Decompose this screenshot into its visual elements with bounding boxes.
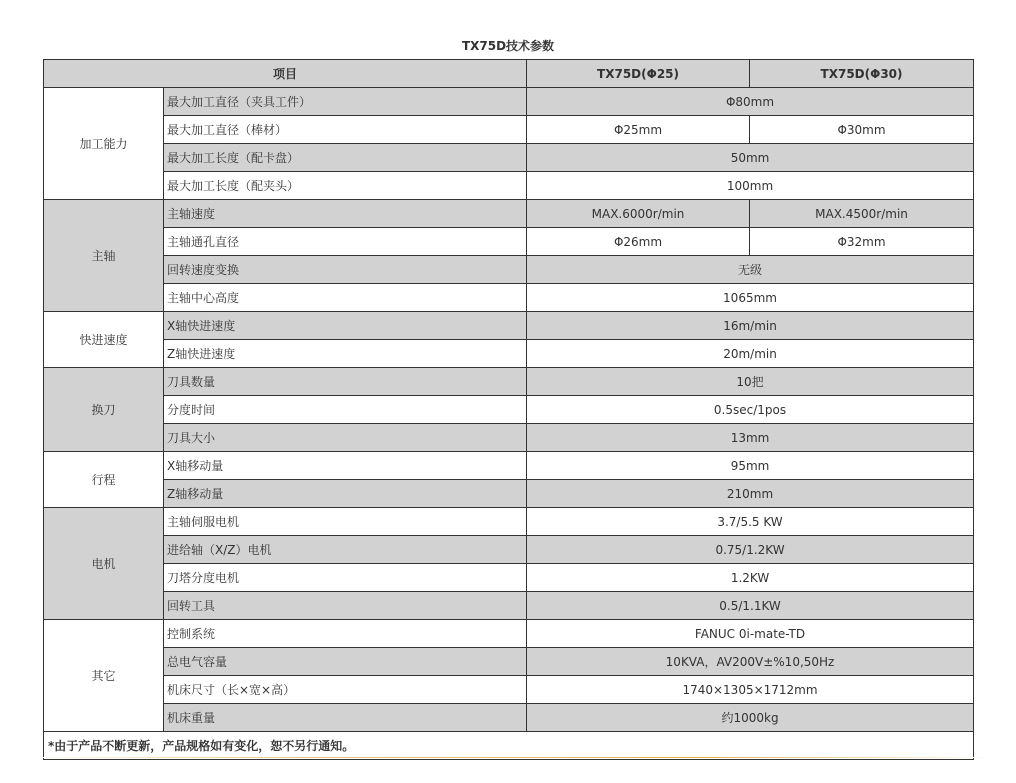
- item-cell: 机床尺寸（长×宽×高）: [164, 676, 527, 704]
- item-cell: Z轴移动量: [164, 480, 527, 508]
- table-row: [44, 648, 974, 676]
- value-cell-shared: 3.7/5.5 KW: [527, 508, 974, 536]
- item-cell: X轴移动量: [164, 452, 527, 480]
- item-cell: 机床重量: [164, 704, 527, 732]
- value-cell-shared: 1.2KW: [527, 564, 974, 592]
- header-model-a: TX75D(Φ25): [527, 60, 750, 88]
- value-cell-model-b: MAX.4500r/min: [750, 200, 974, 228]
- item-cell: 回转工具: [164, 592, 527, 620]
- table-header-row: [44, 60, 974, 88]
- category-cell: 主轴: [44, 200, 164, 312]
- value-cell-model-b: Φ32mm: [750, 228, 974, 256]
- value-cell-shared: 20m/min: [527, 340, 974, 368]
- table-row: [44, 508, 974, 536]
- value-cell-shared: 0.75/1.2KW: [527, 536, 974, 564]
- table-row: [44, 620, 974, 648]
- table-row: [44, 536, 974, 564]
- category-cell: 其它: [44, 620, 164, 732]
- value-cell-shared: 0.5sec/1pos: [527, 396, 974, 424]
- table-row: [44, 424, 974, 452]
- value-cell-shared: 95mm: [527, 452, 974, 480]
- table-row: [44, 144, 974, 172]
- table-row: [44, 256, 974, 284]
- value-cell-shared: 1740×1305×1712mm: [527, 676, 974, 704]
- table-row: [44, 480, 974, 508]
- table-row: [44, 116, 974, 144]
- value-cell-shared: 约1000kg: [527, 704, 974, 732]
- table-row: [44, 704, 974, 732]
- header-model-b: TX75D(Φ30): [750, 60, 974, 88]
- item-cell: 刀塔分度电机: [164, 564, 527, 592]
- value-cell-shared: 10KVA，AV200V±%10,50Hz: [527, 648, 974, 676]
- table-row: [44, 592, 974, 620]
- header-item: 项目: [44, 60, 527, 88]
- category-cell: 换刀: [44, 368, 164, 452]
- value-cell-shared: 0.5/1.1KW: [527, 592, 974, 620]
- item-cell: X轴快进速度: [164, 312, 527, 340]
- spec-table-body: [44, 88, 974, 732]
- value-cell-shared: Φ80mm: [527, 88, 974, 116]
- value-cell-model-a: Φ26mm: [527, 228, 750, 256]
- table-row: [44, 676, 974, 704]
- table-row: [44, 396, 974, 424]
- table-row: [44, 172, 974, 200]
- footnote: *由于产品不断更新，产品规格如有变化，恕不另行通知。: [44, 732, 974, 760]
- value-cell-shared: 13mm: [527, 424, 974, 452]
- item-cell: 刀具数量: [164, 368, 527, 396]
- item-cell: 主轴中心高度: [164, 284, 527, 312]
- item-cell: 主轴伺服电机: [164, 508, 527, 536]
- item-cell: 最大加工长度（配夹头）: [164, 172, 527, 200]
- table-row: [44, 340, 974, 368]
- table-row: [44, 452, 974, 480]
- category-cell: 快进速度: [44, 312, 164, 368]
- item-cell: 分度时间: [164, 396, 527, 424]
- value-cell-shared: 100mm: [527, 172, 974, 200]
- value-cell-model-b: Φ30mm: [750, 116, 974, 144]
- item-cell: 刀具大小: [164, 424, 527, 452]
- value-cell-shared: 210mm: [527, 480, 974, 508]
- value-cell-shared: 16m/min: [527, 312, 974, 340]
- value-cell-shared: 1065mm: [527, 284, 974, 312]
- accent-divider: [20, 757, 996, 758]
- table-title: TX75D技术参数: [461, 39, 555, 53]
- item-cell: 总电气容量: [164, 648, 527, 676]
- item-cell: 回转速度变换: [164, 256, 527, 284]
- table-row: [44, 284, 974, 312]
- value-cell-shared: 10把: [527, 368, 974, 396]
- table-row: [44, 564, 974, 592]
- table-row: [44, 312, 974, 340]
- table-row: [44, 368, 974, 396]
- item-cell: 主轴通孔直径: [164, 228, 527, 256]
- value-cell-shared: 无级: [527, 256, 974, 284]
- category-cell: 加工能力: [44, 88, 164, 200]
- value-cell-shared: FANUC 0i-mate-TD: [527, 620, 974, 648]
- item-cell: 控制系统: [164, 620, 527, 648]
- value-cell-shared: 50mm: [527, 144, 974, 172]
- item-cell: 进给轴（X/Z）电机: [164, 536, 527, 564]
- category-cell: 电机: [44, 508, 164, 620]
- category-cell: 行程: [44, 452, 164, 508]
- table-row: [44, 228, 974, 256]
- item-cell: 最大加工长度（配卡盘）: [164, 144, 527, 172]
- item-cell: Z轴快进速度: [164, 340, 527, 368]
- item-cell: 主轴速度: [164, 200, 527, 228]
- item-cell: 最大加工直径（棒材）: [164, 116, 527, 144]
- table-row: [44, 200, 974, 228]
- item-cell: 最大加工直径（夹具工件）: [164, 88, 527, 116]
- table-row: [44, 88, 974, 116]
- value-cell-model-a: MAX.6000r/min: [527, 200, 750, 228]
- spec-table: [43, 59, 974, 760]
- footnote-row: [44, 732, 974, 760]
- value-cell-model-a: Φ25mm: [527, 116, 750, 144]
